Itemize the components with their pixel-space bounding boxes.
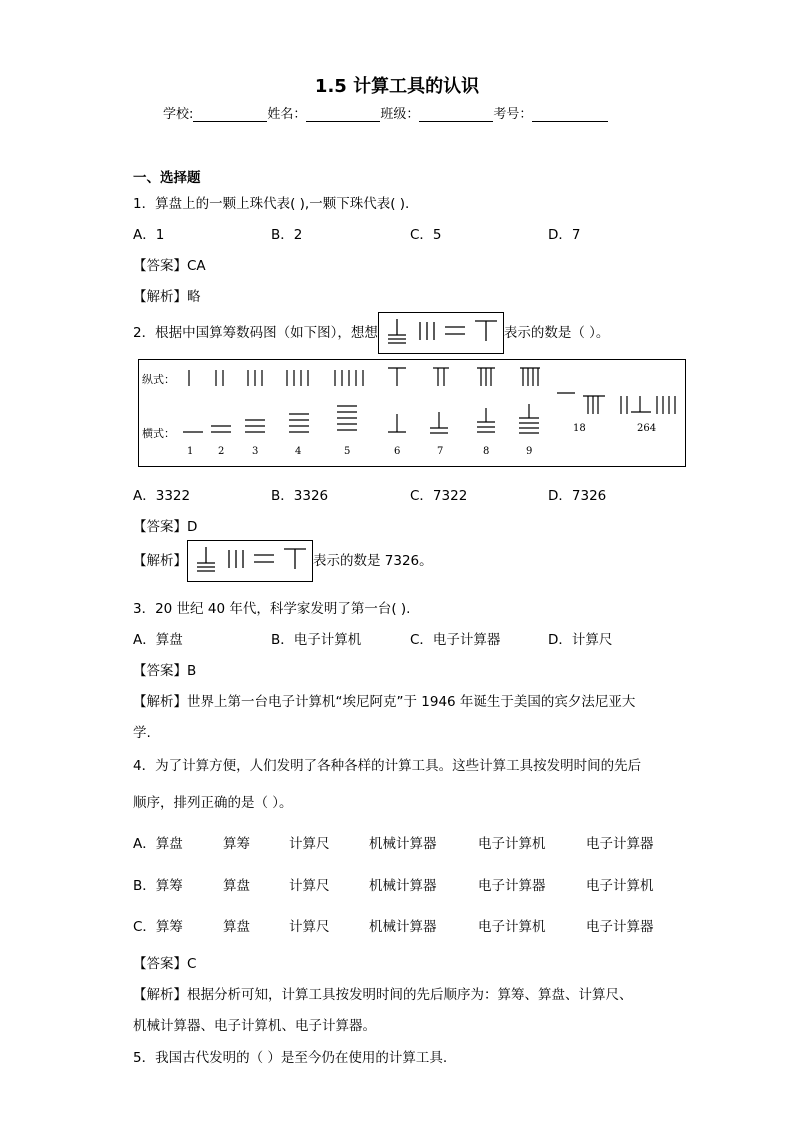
q3-option-c: C．电子计算器 [410, 632, 501, 648]
q3-answer: 【答案】B [133, 663, 197, 679]
question-1-stem: 1．算盘上的一颗上珠代表( ),一颗下珠代表( ). [133, 196, 410, 212]
q1-option-b: B．2 [271, 227, 303, 243]
q3-analysis-line1: 【解析】世界上第一台电子计算机“埃尼阿克”于 1946 年诞生于美国的宾夕法尼亚大 [133, 694, 636, 710]
q4-a-item: 计算尺 [289, 836, 330, 852]
q4-a-item: 机械计算器 [369, 836, 437, 852]
question-2-stem [133, 312, 609, 354]
school-label: 学校: [163, 107, 194, 122]
q4-c-item: 电子计算机 [478, 919, 546, 935]
q3-option-a: A．算盘 [133, 632, 183, 648]
q2-option-b: B．3326 [271, 488, 329, 504]
class-label: 班级： [380, 107, 420, 122]
q3-option-b: B．电子计算机 [271, 632, 362, 648]
digit-label-2: 2 [218, 446, 225, 457]
rod-numeral-7326-icon [188, 541, 312, 577]
rod-numeral-box [378, 312, 504, 354]
rod-numeral-chart [138, 359, 686, 467]
class-blank[interactable] [419, 107, 493, 122]
rod-numeral-box-analysis [187, 540, 313, 582]
q4-b-item: 电子计算器 [478, 878, 546, 894]
name-label: 姓名： [267, 107, 307, 122]
digit-label-6: 6 [394, 446, 401, 457]
q4-answer: 【答案】C [133, 956, 197, 972]
q4-a-item: 电子计算机 [478, 836, 546, 852]
page-title: 1.5 计算工具的认识 [314, 76, 480, 97]
q4-b-item: 机械计算器 [369, 878, 437, 894]
q4-a-item: 算筹 [223, 836, 250, 852]
q2-option-c: C．7322 [410, 488, 468, 504]
horizontal-row-label: 横式： [142, 427, 175, 440]
id-label: 考号： [493, 107, 533, 122]
q2-stem-before: 2．根据中国算筹数码图（如下图），想想 [133, 325, 378, 341]
example-label-264: 264 [637, 423, 657, 434]
q4-b-item: 计算尺 [289, 878, 330, 894]
digit-label-9: 9 [526, 446, 533, 457]
digit-label-3: 3 [252, 446, 259, 457]
student-info-line [163, 103, 608, 122]
q4-analysis-line2: 机械计算器、电子计算机、电子计算器。 [133, 1018, 376, 1034]
q3-option-d: D．计算尺 [548, 632, 613, 648]
q4-a-item: A．算盘 [133, 836, 183, 852]
id-blank[interactable] [532, 107, 608, 122]
q2-stem-after: 表示的数是（ ）。 [503, 325, 610, 341]
q4-c-item: 电子计算器 [586, 919, 654, 935]
q2-analysis-after: 表示的数是 7326。 [313, 553, 433, 569]
question-4-stem-line2: 顺序，排列正确的是（ ）。 [133, 795, 293, 811]
digit-label-5: 5 [344, 446, 351, 457]
digit-label-4: 4 [295, 446, 302, 457]
digit-label-8: 8 [483, 446, 490, 457]
name-blank[interactable] [306, 107, 380, 122]
q2-analysis [133, 540, 433, 582]
question-3-stem: 3．20 世纪 40 年代，科学家发明了第一台( ). [133, 601, 411, 617]
q4-c-item: 算盘 [223, 919, 250, 935]
digit-label-7: 7 [437, 446, 444, 457]
q4-c-item: 机械计算器 [369, 919, 437, 935]
q1-answer: 【答案】CA [133, 258, 206, 274]
q2-answer: 【答案】D [133, 519, 198, 535]
rod-numeral-7326-icon [379, 313, 503, 349]
q4-b-item: 电子计算机 [586, 878, 654, 894]
q4-b-item: 算盘 [223, 878, 250, 894]
q1-option-d: D．7 [548, 227, 581, 243]
question-4-stem-line1: 4．为了计算方便，人们发明了各种各样的计算工具。这些计算工具按发明时间的先后 [133, 758, 642, 774]
question-5-stem: 5．我国古代发明的（ ）是至今仍在使用的计算工具. [133, 1050, 448, 1066]
vertical-row-label: 纵式： [142, 373, 175, 386]
digit-label-1: 1 [187, 446, 194, 457]
q1-analysis: 【解析】略 [133, 289, 201, 305]
school-blank[interactable] [193, 107, 267, 122]
q4-c-item: C．算筹 [133, 919, 183, 935]
q2-analysis-before: 【解析】 [133, 553, 187, 569]
q1-option-a: A．1 [133, 227, 165, 243]
q2-option-d: D．7326 [548, 488, 607, 504]
q4-analysis-line1: 【解析】根据分析可知，计算工具按发明时间的先后顺序为：算筹、算盘、计算尺、 [133, 987, 633, 1003]
q1-option-c: C．5 [410, 227, 442, 243]
q4-a-item: 电子计算器 [586, 836, 654, 852]
q4-b-item: B．算筹 [133, 878, 183, 894]
section-heading: 一、选择题 [133, 170, 201, 186]
q2-option-a: A．3322 [133, 488, 191, 504]
q4-c-item: 计算尺 [289, 919, 330, 935]
example-label-18: 18 [573, 423, 586, 434]
q3-analysis-line2: 学. [133, 725, 151, 741]
